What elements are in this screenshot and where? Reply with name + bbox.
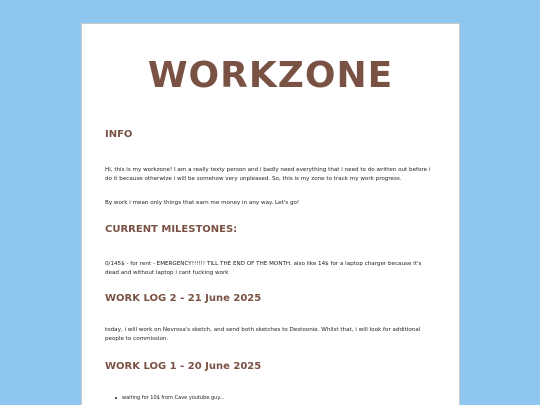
site-title: WORKZONE — [147, 55, 394, 96]
work-log-2-text: today, i will work on Nevrosa's sketch, and send both sketches to Destoonie. Whilst that, i will look for additional people to commission. — [105, 327, 421, 342]
page-card — [82, 24, 459, 405]
milestones-heading: CURRENT MILESTONES: — [105, 224, 238, 235]
work-log-1-heading: WORK LOG 1 - 20 June 2025 — [105, 361, 262, 372]
info-heading: INFO — [105, 129, 133, 140]
list-item: waiting for 10$ from Cave youtube guy... — [115, 394, 224, 402]
milestones-text: 0/145$ - for rent - EMERGENCY!!!!!! TILL THE END OF THE MONTH. also like 14$ for a laptop charger because it's dead and without laptop i cant fucking work — [105, 261, 422, 276]
work-log-1-list — [115, 394, 224, 402]
work-log-2-heading: WORK LOG 2 - 21 June 2025 — [105, 293, 262, 304]
info-paragraph-2: By work i mean only things that earn me money in any way. Let's go! — [105, 200, 300, 206]
info-paragraph-1: Hi, this is my workzone! I am a really texty person and i badly need everything that i need to do written out before i do it because otherwize i will be somehow very unpleased. So, this is my zone to track my work progress. — [105, 167, 431, 182]
